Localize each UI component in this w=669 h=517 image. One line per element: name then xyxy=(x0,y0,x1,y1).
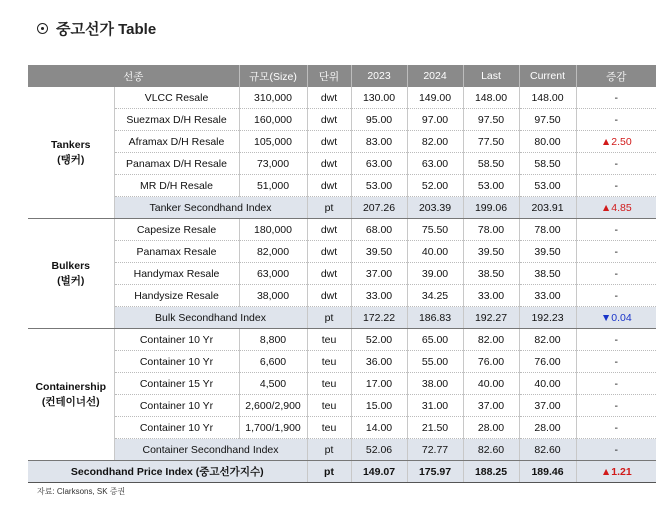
last-cell: 33.00 xyxy=(463,285,519,307)
table-row xyxy=(28,329,656,351)
size-cell: 82,000 xyxy=(239,241,307,263)
last-cell: 37.00 xyxy=(463,395,519,417)
y2023-cell: 36.00 xyxy=(351,351,407,373)
y2023-cell: 130.00 xyxy=(351,87,407,109)
last-cell: 28.00 xyxy=(463,417,519,439)
unit-cell: dwt xyxy=(307,131,351,153)
y2024-cell: 34.25 xyxy=(407,285,463,307)
current-cell: 97.50 xyxy=(519,109,576,131)
index-y2023-cell: 172.22 xyxy=(351,307,407,329)
index-row xyxy=(28,439,656,461)
ship-type-cell: Handymax Resale xyxy=(114,263,239,285)
change-cell: - xyxy=(576,87,656,109)
last-cell: 97.50 xyxy=(463,109,519,131)
current-cell: 39.50 xyxy=(519,241,576,263)
index-last-cell: 199.06 xyxy=(463,197,519,219)
table-row xyxy=(28,241,656,263)
last-cell: 82.00 xyxy=(463,329,519,351)
unit-cell: dwt xyxy=(307,285,351,307)
index-label-cell: Container Secondhand Index xyxy=(114,439,307,461)
ship-type-cell: Aframax D/H Resale xyxy=(114,131,239,153)
current-cell: 53.00 xyxy=(519,175,576,197)
y2023-cell: 15.00 xyxy=(351,395,407,417)
index-change-cell: - xyxy=(576,439,656,461)
page-title xyxy=(37,18,156,39)
last-cell: 53.00 xyxy=(463,175,519,197)
size-cell: 180,000 xyxy=(239,219,307,241)
y2024-cell: 65.00 xyxy=(407,329,463,351)
index-y2023-cell: 207.26 xyxy=(351,197,407,219)
size-cell: 160,000 xyxy=(239,109,307,131)
change-cell: - xyxy=(576,219,656,241)
index-change-cell: ▼0.04 xyxy=(576,307,656,329)
table-row xyxy=(28,351,656,373)
total-unit-cell: pt xyxy=(307,461,351,483)
y2024-cell: 21.50 xyxy=(407,417,463,439)
current-cell: 76.00 xyxy=(519,351,576,373)
y2024-cell: 52.00 xyxy=(407,175,463,197)
target-bullet-icon xyxy=(37,23,48,34)
y2023-cell: 37.00 xyxy=(351,263,407,285)
size-cell: 51,000 xyxy=(239,175,307,197)
current-cell: 33.00 xyxy=(519,285,576,307)
header-size: 규모(Size) xyxy=(239,65,307,87)
total-label-cell: Secondhand Price Index (중고선가지수) xyxy=(28,461,307,483)
total-current-cell: 189.46 xyxy=(519,461,576,483)
ship-type-cell: Container 10 Yr xyxy=(114,329,239,351)
current-cell: 37.00 xyxy=(519,395,576,417)
header-2023: 2023 xyxy=(351,65,407,87)
y2023-cell: 68.00 xyxy=(351,219,407,241)
y2023-cell: 95.00 xyxy=(351,109,407,131)
change-cell: - xyxy=(576,241,656,263)
total-y2023-cell: 149.07 xyxy=(351,461,407,483)
index-label-cell: Bulk Secondhand Index xyxy=(114,307,307,329)
ship-type-cell: Handysize Resale xyxy=(114,285,239,307)
index-y2023-cell: 52.06 xyxy=(351,439,407,461)
index-last-cell: 192.27 xyxy=(463,307,519,329)
y2024-cell: 31.00 xyxy=(407,395,463,417)
y2024-cell: 38.00 xyxy=(407,373,463,395)
size-cell: 8,800 xyxy=(239,329,307,351)
unit-cell: dwt xyxy=(307,241,351,263)
group-name: Tankers xyxy=(51,138,91,151)
size-cell: 1,700/1,900 xyxy=(239,417,307,439)
last-cell: 148.00 xyxy=(463,87,519,109)
unit-cell: dwt xyxy=(307,219,351,241)
ship-type-cell: MR D/H Resale xyxy=(114,175,239,197)
change-cell: - xyxy=(576,351,656,373)
unit-cell: dwt xyxy=(307,109,351,131)
total-change-cell: ▲1.21 xyxy=(576,461,656,483)
y2023-cell: 33.00 xyxy=(351,285,407,307)
header-current: Current xyxy=(519,65,576,87)
current-cell: 78.00 xyxy=(519,219,576,241)
unit-cell: dwt xyxy=(307,263,351,285)
change-cell: - xyxy=(576,109,656,131)
change-cell: - xyxy=(576,417,656,439)
y2023-cell: 53.00 xyxy=(351,175,407,197)
size-cell: 38,000 xyxy=(239,285,307,307)
y2023-cell: 52.00 xyxy=(351,329,407,351)
size-cell: 63,000 xyxy=(239,263,307,285)
y2024-cell: 149.00 xyxy=(407,87,463,109)
change-cell: ▲2.50 xyxy=(576,131,656,153)
total-last-cell: 188.25 xyxy=(463,461,519,483)
group-name-kr: (컨테이너선) xyxy=(41,395,100,408)
y2024-cell: 75.50 xyxy=(407,219,463,241)
group-name: Bulkers xyxy=(51,259,91,272)
ship-type-cell: Container 10 Yr xyxy=(114,417,239,439)
unit-cell: teu xyxy=(307,373,351,395)
change-cell: - xyxy=(576,373,656,395)
index-y2024-cell: 186.83 xyxy=(407,307,463,329)
total-y2024-cell: 175.97 xyxy=(407,461,463,483)
header-last: Last xyxy=(463,65,519,87)
index-current-cell: 82.60 xyxy=(519,439,576,461)
unit-cell: teu xyxy=(307,351,351,373)
size-cell: 73,000 xyxy=(239,153,307,175)
change-cell: - xyxy=(576,175,656,197)
source-note: 자료: Clarksons, SK 증권 xyxy=(37,487,126,496)
y2024-cell: 40.00 xyxy=(407,241,463,263)
ship-type-cell: Container 10 Yr xyxy=(114,395,239,417)
index-current-cell: 192.23 xyxy=(519,307,576,329)
group-label xyxy=(28,329,114,461)
change-cell: - xyxy=(576,263,656,285)
header-change: 증감 xyxy=(576,65,656,87)
ship-type-cell: Suezmax D/H Resale xyxy=(114,109,239,131)
ship-type-cell: Container 10 Yr xyxy=(114,351,239,373)
header-2024: 2024 xyxy=(407,65,463,87)
secondhand-price-table xyxy=(28,65,656,483)
size-cell: 6,600 xyxy=(239,351,307,373)
change-cell: - xyxy=(576,285,656,307)
index-y2024-cell: 203.39 xyxy=(407,197,463,219)
index-unit-cell: pt xyxy=(307,197,351,219)
page-title-text: 중고선가 Table xyxy=(56,21,157,38)
last-cell: 38.50 xyxy=(463,263,519,285)
unit-cell: dwt xyxy=(307,153,351,175)
table-row xyxy=(28,175,656,197)
size-cell: 2,600/2,900 xyxy=(239,395,307,417)
y2023-cell: 83.00 xyxy=(351,131,407,153)
y2023-cell: 63.00 xyxy=(351,153,407,175)
index-label-cell: Tanker Secondhand Index xyxy=(114,197,307,219)
group-name-kr: (탱커) xyxy=(57,153,85,166)
index-row xyxy=(28,197,656,219)
size-cell: 310,000 xyxy=(239,87,307,109)
last-cell: 40.00 xyxy=(463,373,519,395)
change-cell: - xyxy=(576,153,656,175)
current-cell: 40.00 xyxy=(519,373,576,395)
unit-cell: dwt xyxy=(307,175,351,197)
y2024-cell: 39.00 xyxy=(407,263,463,285)
table-row xyxy=(28,153,656,175)
y2023-cell: 17.00 xyxy=(351,373,407,395)
current-cell: 82.00 xyxy=(519,329,576,351)
index-current-cell: 203.91 xyxy=(519,197,576,219)
last-cell: 78.00 xyxy=(463,219,519,241)
header-ship-type: 선종 xyxy=(28,65,239,87)
current-cell: 148.00 xyxy=(519,87,576,109)
unit-cell: teu xyxy=(307,417,351,439)
group-name: Containership xyxy=(35,380,107,393)
table-row xyxy=(28,373,656,395)
change-cell: - xyxy=(576,395,656,417)
current-cell: 38.50 xyxy=(519,263,576,285)
y2024-cell: 63.00 xyxy=(407,153,463,175)
current-cell: 80.00 xyxy=(519,131,576,153)
last-cell: 76.00 xyxy=(463,351,519,373)
change-cell: - xyxy=(576,329,656,351)
header-unit: 단위 xyxy=(307,65,351,87)
y2023-cell: 14.00 xyxy=(351,417,407,439)
ship-type-cell: Capesize Resale xyxy=(114,219,239,241)
group-label xyxy=(28,87,114,219)
size-cell: 4,500 xyxy=(239,373,307,395)
unit-cell: teu xyxy=(307,329,351,351)
current-cell: 58.50 xyxy=(519,153,576,175)
y2024-cell: 55.00 xyxy=(407,351,463,373)
table-row xyxy=(28,285,656,307)
table-row xyxy=(28,395,656,417)
unit-cell: teu xyxy=(307,395,351,417)
ship-type-cell: VLCC Resale xyxy=(114,87,239,109)
table-row xyxy=(28,219,656,241)
current-cell: 28.00 xyxy=(519,417,576,439)
index-change-cell: ▲4.85 xyxy=(576,197,656,219)
ship-type-cell: Panamax Resale xyxy=(114,241,239,263)
table-row xyxy=(28,417,656,439)
total-row xyxy=(28,461,656,483)
last-cell: 77.50 xyxy=(463,131,519,153)
table-row xyxy=(28,263,656,285)
last-cell: 39.50 xyxy=(463,241,519,263)
table-row xyxy=(28,131,656,153)
group-name-kr: (벌커) xyxy=(57,274,85,287)
table-row xyxy=(28,87,656,109)
table-row xyxy=(28,109,656,131)
y2024-cell: 97.00 xyxy=(407,109,463,131)
index-row xyxy=(28,307,656,329)
index-last-cell: 82.60 xyxy=(463,439,519,461)
index-unit-cell: pt xyxy=(307,439,351,461)
y2023-cell: 39.50 xyxy=(351,241,407,263)
ship-type-cell: Container 15 Yr xyxy=(114,373,239,395)
index-unit-cell: pt xyxy=(307,307,351,329)
ship-type-cell: Panamax D/H Resale xyxy=(114,153,239,175)
size-cell: 105,000 xyxy=(239,131,307,153)
last-cell: 58.50 xyxy=(463,153,519,175)
table-header xyxy=(28,65,656,87)
y2024-cell: 82.00 xyxy=(407,131,463,153)
index-y2024-cell: 72.77 xyxy=(407,439,463,461)
unit-cell: dwt xyxy=(307,87,351,109)
group-label xyxy=(28,219,114,329)
